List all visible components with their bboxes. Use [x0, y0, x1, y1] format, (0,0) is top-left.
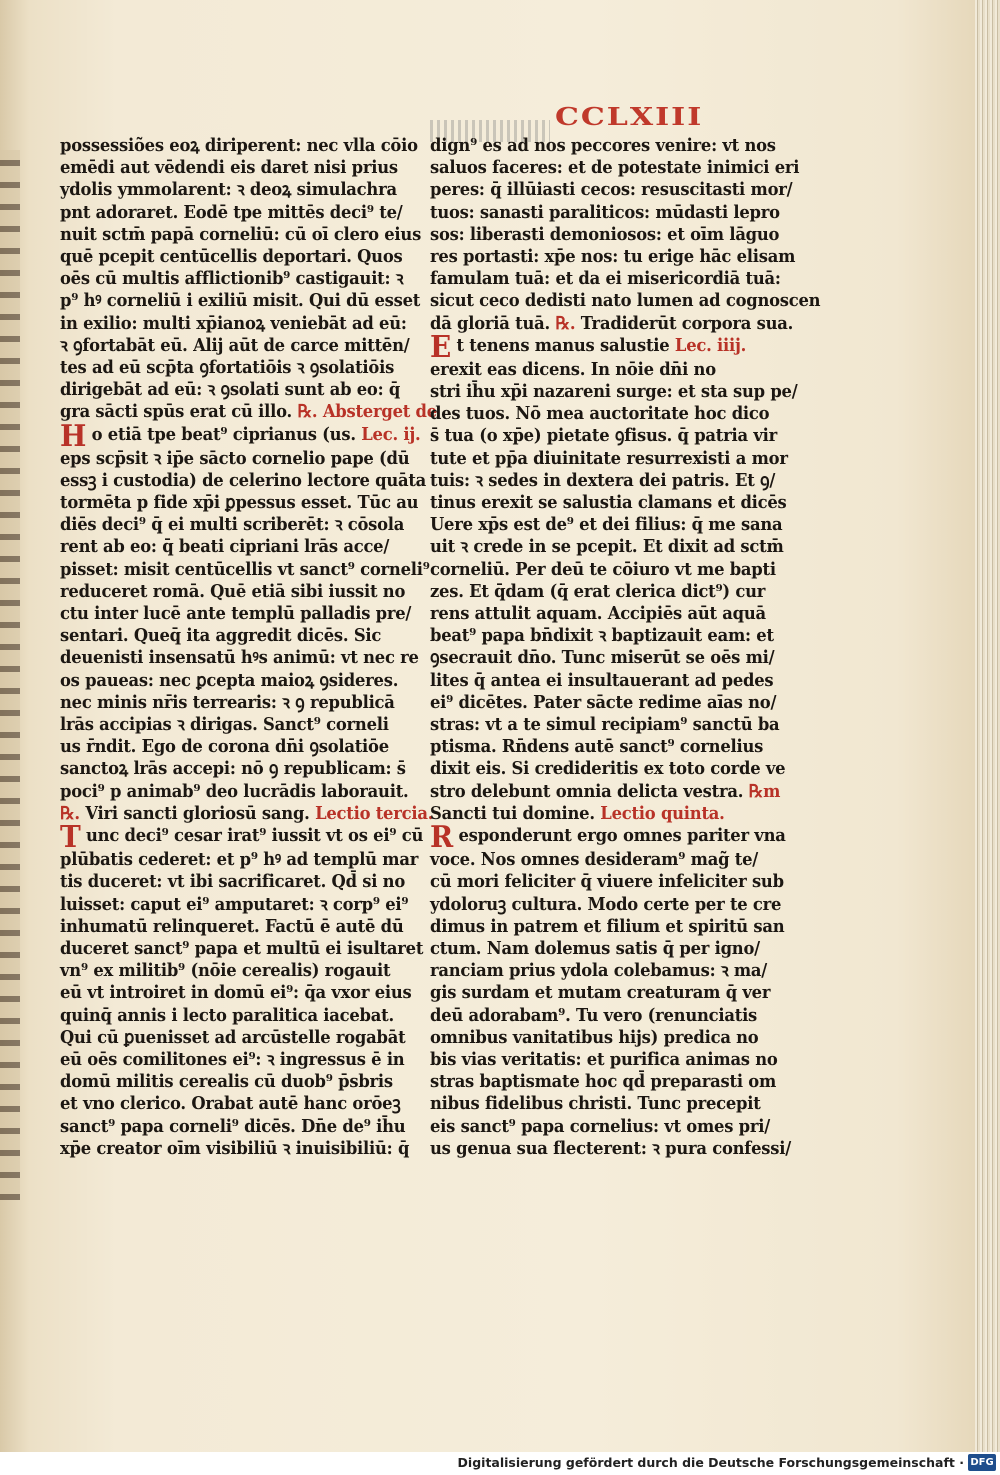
text-line: [430, 1026, 759, 1049]
text-line: [430, 403, 770, 425]
line-text: stri ih̄u xp̄i nazareni surge: et sta sup pe/: [430, 381, 798, 403]
text-line: [430, 871, 784, 893]
text-line: [430, 359, 756, 381]
text-line: [60, 558, 430, 581]
line-text: deuenisti insensatū hꝰs animū: vt nec re: [60, 647, 419, 669]
line-text: us r̄ndit. Ego de corona dn̄i ꝯsolatiōe: [60, 736, 389, 758]
line-text: rens attulit aquam. Accipiēs aūt aquā: [430, 603, 766, 625]
text-line: [430, 647, 775, 669]
digitization-footer: [0, 1452, 1000, 1475]
line-text: eū oēs comilitones ei⁹: ꝛ ingressus ē in: [60, 1048, 405, 1070]
line-text: sicut ceco dedisti nato lumen ad cognoscen: [430, 290, 821, 312]
text-line: [430, 312, 794, 335]
line-text: omnibus vanitatibus hijs) predica no: [430, 1026, 759, 1048]
text-line: [60, 691, 395, 714]
line-text: des tuos. Nō mea auctoritate hoc dico: [430, 403, 770, 425]
text-line: [430, 603, 766, 625]
text-line: [430, 381, 798, 403]
text-line: [60, 982, 412, 1004]
line-text: pnt adoraret. Eodē tpe mittēs deci⁹ te/: [60, 201, 403, 223]
line-text: tinus erexit se salustia clamans et dicēs: [430, 492, 787, 514]
line-text: bis vias veritatis: et purifica animas no: [430, 1048, 778, 1070]
line-text: dixit eis. Si credideritis ex toto corde ve: [430, 758, 786, 780]
line-text: ctu inter lucē ante templū palladis pre/: [60, 603, 412, 625]
text-line: [60, 669, 399, 692]
text-line: [430, 1093, 761, 1115]
text-line: [60, 1093, 401, 1115]
line-text: zes. Et q̄dam (q̄ erat clerica dict⁹) cur: [430, 580, 766, 602]
text-line: [60, 223, 422, 246]
text-line: [430, 514, 783, 536]
line-text: sanctoꝝ lrās accepi: nō ꝯ republicam: s̄: [60, 758, 406, 780]
line-text: ranciam prius ydola colebamus: ꝛ ma/: [430, 960, 768, 982]
line-text: in exilio: multi xp̄ianoꝝ veniebāt ad eū:: [60, 312, 407, 334]
text-line: [60, 714, 389, 736]
text-line: [430, 691, 777, 714]
text-line: [60, 357, 395, 379]
text-line: [430, 669, 774, 692]
line-text: Viri sancti gloriosū sang.: [85, 802, 310, 824]
line-text: ꝯsecrauit dn̄o. Tunc miserūt se oēs mi/: [430, 647, 775, 669]
line-text: Sancti tui domine.: [430, 802, 595, 824]
text-line: [430, 893, 782, 916]
text-line: [430, 135, 776, 157]
line-text: duceret sanct⁹ papa et multū ei isultaret: [60, 937, 424, 959]
line-text: domū militis cerealis cū duob⁹ p̄sbris: [60, 1071, 393, 1093]
text-line: [430, 425, 777, 447]
text-line: [60, 514, 405, 536]
text-line: [430, 849, 759, 871]
line-text: ydoloruꝫ cultura. Modo certe per te cre: [430, 893, 782, 915]
text-line: [430, 246, 796, 268]
line-text: inhumatū relinqueret. Factū ē autē dū: [60, 915, 404, 937]
text-line: [60, 401, 437, 423]
line-text: tuos: sanasti paraliticos: mūdasti lepro: [430, 201, 780, 223]
line-text: plūbatis cederet: et p⁹ hꝰ ad templū mar: [60, 849, 419, 871]
line-text: quinq̄ annis i lecto paralitica iacebat.: [60, 1004, 394, 1026]
text-line: [430, 157, 800, 179]
text-line: [60, 580, 406, 603]
line-text: quē pcepit centūcellis deportari. Quos: [60, 246, 403, 268]
text-line: [430, 1048, 778, 1071]
dfg-logo: DFG: [968, 1454, 996, 1471]
text-line: [430, 937, 760, 960]
line-text: tuis: ꝛ sedes in dextera dei patris. Et ꝯ/: [430, 469, 776, 491]
text-line: [430, 290, 821, 312]
line-text: eū vt introiret in domū ei⁹: q̄a vxor eius: [60, 982, 412, 1004]
line-text: sentari. Queq̄ ita aggredit dicēs. Sic: [60, 625, 382, 647]
text-line: [430, 558, 776, 581]
rubric: Lectio tercia.: [315, 802, 434, 824]
line-text: Qui cū ꝑuenisset ad arcūstelle rogabāt: [60, 1026, 406, 1048]
text-line: [60, 418, 421, 454]
text-line: [60, 492, 419, 514]
text-line: [60, 625, 386, 647]
text-line: [60, 603, 412, 625]
line-text: o etiā tpe beat⁹ ciprianus (us.: [91, 423, 356, 445]
text-line: [60, 536, 390, 558]
line-text: emēdi aut vēdendi eis daret nisi prius: [60, 157, 398, 179]
line-text: unc deci⁹ cesar irat⁹ iussit vt os ei⁹ cū: [86, 825, 424, 847]
line-text: eis sanct⁹ papa cornelius: vt omes pri/: [430, 1115, 770, 1137]
text-line: [60, 246, 403, 268]
line-text: essꝫ i custodia) de celerino lectore quāta: [60, 469, 427, 491]
line-text: reduceret romā. Quē etiā sibi iussit no: [60, 580, 406, 602]
text-line: [60, 379, 401, 401]
initial-capital: E: [430, 329, 452, 365]
line-text: beat⁹ papa bn̄dixit ꝛ baptizauit eam: et: [430, 625, 774, 647]
line-text: ei⁹ dicētes. Pater sācte redime aīas no/: [430, 691, 777, 713]
rubric: ℞m: [748, 780, 781, 802]
text-line: [430, 1137, 791, 1160]
text-line: [60, 647, 419, 669]
text-line: [430, 625, 774, 647]
line-text: s̄ tua (o xp̄e) pietate ꝯfisus. q̄ patria vir: [430, 425, 777, 447]
left-text-column: [60, 135, 437, 1160]
text-line: [430, 960, 768, 982]
line-text: gis surdam et mutam creaturam q̄ ver: [430, 982, 771, 1004]
line-text: eps scp̄sit ꝛ ip̄e sācto cornelio pape (dū: [60, 447, 410, 469]
line-text: oēs cū multis afflictionib⁹ castigauit: ꝛ: [60, 268, 404, 290]
line-text: Uere xp̄s est de⁹ et dei filius: q̄ me sana: [430, 514, 783, 536]
text-line: [60, 201, 403, 224]
line-text: rent ab eo: q̄ beati cipriani lrās acce/: [60, 536, 390, 558]
text-line: [430, 201, 780, 224]
line-text: stro delebunt omnia delicta vestra.: [430, 780, 744, 802]
line-text: peres: q̄ illūiasti cecos: resuscitasti mor/: [430, 179, 793, 201]
line-text: tes ad eū scp̄ta ꝯfortatiōis ꝛ ꝯsolatiōis: [60, 357, 395, 379]
text-line: [60, 1137, 410, 1160]
line-text: voce. Nos omnes desideram⁹ mag̃ te/: [430, 849, 759, 871]
line-text: corneliū. Per deū te cōiuro vt me bapti: [430, 558, 776, 580]
line-text: p⁹ hꝰ corneliū i exiliū misit. Qui dū esset: [60, 290, 421, 312]
initial-capital: R: [430, 820, 453, 856]
previous-page-edge: [0, 150, 20, 1200]
line-text: lrās accipias ꝛ dirigas. Sanct⁹ corneli: [60, 714, 389, 736]
line-text: tis duceret: vt ibi sacrificaret. Qd̄ si no: [60, 871, 406, 893]
line-text: os paueas: nec ꝑcepta maioꝝ ꝯsideres.: [60, 669, 399, 691]
text-line: [430, 915, 785, 938]
text-line: [60, 179, 397, 201]
line-text: saluos faceres: et de potestate inimici eri: [430, 157, 800, 179]
text-line: [430, 179, 793, 201]
text-line: [60, 1004, 394, 1027]
line-text: tute et pp̄a diuinitate resurrexisti a mor: [430, 447, 788, 469]
text-line: [60, 469, 427, 492]
line-text: et vno clerico. Orabat autē hanc orōeꝫ: [60, 1093, 401, 1115]
initial-capital: H: [60, 418, 87, 454]
text-line: [60, 268, 404, 290]
text-line: [430, 469, 776, 492]
text-line: [430, 982, 771, 1004]
line-text: nibus fidelibus christi. Tunc precepit: [430, 1093, 761, 1115]
line-text: res portasti: xp̄e nos: tu erige hāc elisam: [430, 246, 796, 268]
text-line: [430, 580, 766, 603]
text-line: [430, 536, 784, 558]
line-text: stras baptismate hoc qd̄ preparasti om: [430, 1071, 777, 1093]
line-text: pisset: misit centūcellis vt sanct⁹ corneli⁹: [60, 558, 430, 580]
text-line: [430, 492, 787, 514]
line-text: famulam tuā: et da ei misericordiā tuā:: [430, 268, 781, 290]
line-text: erexit eas dicens. In nōie dn̄i no: [430, 358, 716, 380]
line-text: us genua sua flecterent: ꝛ pura confessi/: [430, 1137, 791, 1159]
text-line: [60, 849, 419, 871]
line-text: possessiões eoꝝ diriperent: nec vlla cōio: [60, 135, 418, 156]
line-text: uit ꝛ crede in se pcepit. Et dixit ad sctm̄: [430, 536, 784, 558]
line-text: diēs deci⁹ q̄ ei multi scriberēt: ꝛ cōsola: [60, 514, 405, 536]
text-line: [60, 1048, 405, 1071]
line-text: Tradiderūt corpora sua.: [580, 312, 794, 334]
text-line: [430, 780, 781, 803]
rubric: ℞.: [555, 312, 576, 334]
text-line: [430, 758, 786, 780]
text-line: [60, 312, 407, 335]
line-text: nuit sctm̄ papā corneliū: cū oī clero eius: [60, 223, 422, 245]
text-line: [60, 802, 434, 825]
line-text: nec minis nr̄is terrearis: ꝛ ꝯ republicā: [60, 691, 395, 713]
rubric: Lec. iiij.: [674, 334, 747, 356]
text-line: [430, 268, 781, 290]
text-line: [430, 329, 756, 365]
text-line: [60, 290, 421, 312]
text-line: [60, 893, 409, 916]
footer-credit: Digitalisierung gefördert durch die Deutsche Forschungsgemeinschaft ·: [457, 1455, 964, 1470]
text-line: [60, 447, 410, 470]
text-line: [60, 820, 424, 856]
folio-number: CCLXIII: [555, 103, 704, 132]
line-text: vn⁹ ex militib⁹ (nōie cerealis) rogauit: [60, 960, 391, 982]
text-line: [430, 1071, 777, 1093]
line-text: ꝛ ꝯfortabāt eū. Alij aūt de carce mittēn/: [60, 334, 410, 356]
text-line: [60, 937, 424, 960]
text-line: [60, 758, 406, 780]
line-text: gra sācti spūs erat cū illo.: [60, 401, 292, 423]
text-line: [430, 1115, 770, 1138]
initial-capital: T: [60, 820, 81, 856]
line-text: dirigebāt ad eū: ꝛ ꝯsolati sunt ab eo: q̄: [60, 379, 401, 401]
text-line: [430, 714, 780, 736]
text-line: [60, 157, 398, 179]
text-line: [430, 820, 786, 856]
line-text: lites q̄ antea ei insultauerant ad pedes: [430, 669, 774, 691]
text-line: [60, 1026, 406, 1049]
text-line: [430, 447, 788, 470]
line-text: stras: vt a te simul recipiam⁹ sanctū ba: [430, 714, 780, 736]
text-line: [430, 736, 764, 758]
text-line: [60, 780, 409, 803]
line-text: xp̄e creator oīm visibiliū ꝛ inuisibiliū: q̄: [60, 1137, 410, 1159]
text-line: [60, 960, 391, 982]
line-text: poci⁹ p animab⁹ deo lucrādis laborauit.: [60, 780, 409, 802]
line-text: deū adorabam⁹. Tu vero (renunciatis: [430, 1004, 758, 1026]
fore-edge: [975, 0, 1000, 1452]
text-line: [60, 915, 404, 938]
text-line: [60, 871, 406, 893]
text-line: [430, 1005, 756, 1027]
text-line: [60, 1071, 393, 1093]
text-line: [60, 736, 389, 758]
rubric: Lec. ij.: [361, 423, 421, 445]
line-text: ydolis ymmolarent: ꝛ deoꝝ simulachra: [60, 179, 397, 201]
line-text: dimus in patrem et filium et spiritū san: [430, 915, 785, 937]
text-line: [60, 1115, 406, 1138]
line-text: luisset: caput ei⁹ amputaret: ꝛ corp⁹ ei⁹: [60, 893, 409, 915]
text-line: [60, 334, 410, 357]
line-text: esponderunt ergo omnes pariter vna: [458, 825, 786, 847]
line-text: dign⁹ es ad nos peccores venire: vt nos: [430, 135, 776, 156]
line-text: tormēta p fide xp̄i ꝑpessus esset. Tūc au: [60, 492, 419, 514]
text-line: [60, 135, 418, 157]
line-text: t tenens manus salustie: [456, 334, 670, 356]
line-text: ctum. Nam dolemus satis q̄ per igno/: [430, 937, 760, 959]
line-text: cū mori feliciter q̄ viuere infeliciter sub: [430, 871, 784, 893]
text-line: [430, 223, 780, 246]
line-text: sos: liberasti demoniosos: et oīm lāguo: [430, 223, 780, 245]
right-text-column: [430, 135, 821, 1160]
rubric: Lectio quinta.: [600, 802, 725, 824]
rubric: ℞.: [60, 802, 80, 824]
rubric: ℞. Absterget de: [297, 401, 437, 423]
text-line: [430, 803, 756, 825]
line-text: sanct⁹ papa corneli⁹ dicēs. Dn̄e de⁹ ih̄u: [60, 1115, 406, 1137]
line-text: dā gloriā tuā.: [430, 312, 550, 334]
line-text: ptisma. Rn̄dens autē sanct⁹ cornelius: [430, 736, 764, 758]
